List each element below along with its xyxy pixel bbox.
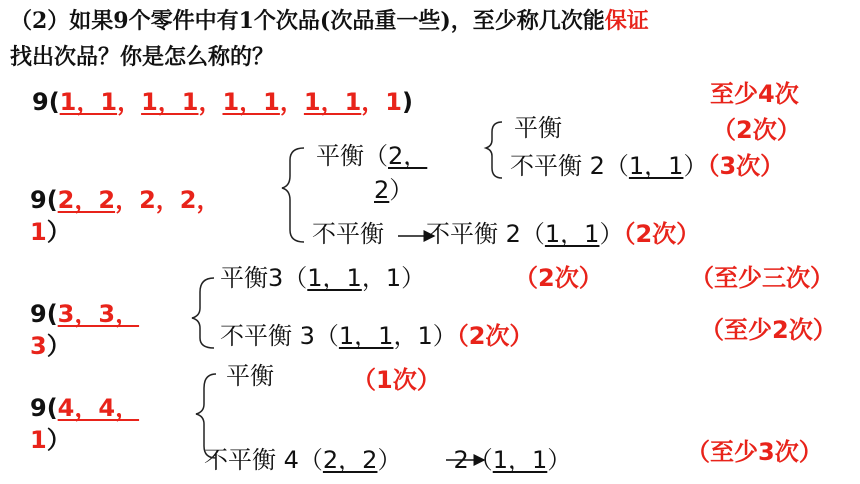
row3-close: ） — [46, 332, 71, 360]
row3-brace — [192, 278, 214, 348]
row4-unbalance: 不平衡 4（2，2） 2（1，1） — [204, 446, 572, 474]
row4-brace — [196, 374, 216, 458]
row2-sub-unbalance: 不平衡 2（1，1）（3次） — [510, 152, 785, 180]
row2-group-2: 2，2， — [139, 186, 221, 214]
row2-open: ( — [46, 186, 58, 214]
row3-balance: 平衡3（1，1，1） — [220, 264, 426, 292]
row2-unbalance-count: （2次） — [623, 220, 701, 248]
row1-open: ( — [48, 88, 60, 116]
row4-annotation: （至少3次） — [686, 438, 823, 466]
row3-group-2: 3 — [30, 332, 47, 360]
row4-group-2: 1 — [30, 426, 47, 454]
row2-sub-brace — [486, 122, 502, 178]
row4-close: ） — [46, 426, 71, 454]
row4-balance: 平衡 — [226, 362, 274, 390]
row2-expression: 9(2，2，2，2， — [30, 186, 221, 214]
row4-group-1: 4，4， — [57, 394, 140, 422]
row3-unbalance: 不平衡 3（1，1，1）（2次） — [220, 322, 534, 350]
row3-annotation-a: （至少三次） — [690, 264, 834, 292]
row4-open: ( — [46, 394, 58, 422]
question-line-2: 找出次品？你是怎么称的？ — [10, 44, 275, 70]
row2-nine: 9 — [30, 186, 47, 214]
row1-group-4: 1，1 — [303, 88, 362, 116]
row3-annotation-b: （至少2次） — [700, 316, 837, 344]
row1-group-5: 1 — [385, 88, 402, 116]
row1-annotation-count: （2次） — [712, 116, 801, 144]
row1-close: ) — [402, 88, 413, 116]
row1-group-2: 1，1 — [141, 88, 199, 116]
row3-group-1: 3，3， — [57, 300, 140, 328]
row2-balance-group: 2， — [388, 142, 428, 170]
row4-nine: 9 — [30, 394, 47, 422]
row1-nine: 9 — [32, 88, 49, 116]
row2-brace — [282, 148, 304, 242]
row2-sub-unbalance-count: （3次） — [707, 152, 785, 180]
row2-balance: 平衡（2， — [316, 142, 428, 170]
question-text: （2）如果9个零件中有1个次品(次品重一些)，至少称几次能 — [10, 8, 605, 34]
row1-group-1: 1，1 — [59, 88, 118, 116]
row1-group-3: 1，1 — [222, 88, 280, 116]
row2-close: ） — [46, 218, 71, 246]
row2-sub-balance: 平衡 — [514, 114, 562, 142]
row3-open: ( — [46, 300, 58, 328]
row1-annotation-min: 至少4次 — [710, 80, 799, 108]
row2-group-1: 2，2 — [57, 186, 116, 214]
row2-unbalance: 不平衡 不平衡 2（1，1）（2次） — [312, 220, 701, 248]
row3-balance-count: （2次） — [514, 264, 603, 292]
row3-nine: 9 — [30, 300, 47, 328]
question-highlight: 保证 — [604, 8, 649, 34]
row2-balance-cont: 2） — [374, 176, 414, 204]
row2-group-3: 1 — [30, 218, 47, 246]
row1-expression: 9(1，1，1，1，1，1，1，1，1) — [32, 88, 413, 116]
row3-unbalance-count: （2次） — [456, 322, 534, 350]
row4-balance-count: （1次） — [352, 366, 441, 394]
